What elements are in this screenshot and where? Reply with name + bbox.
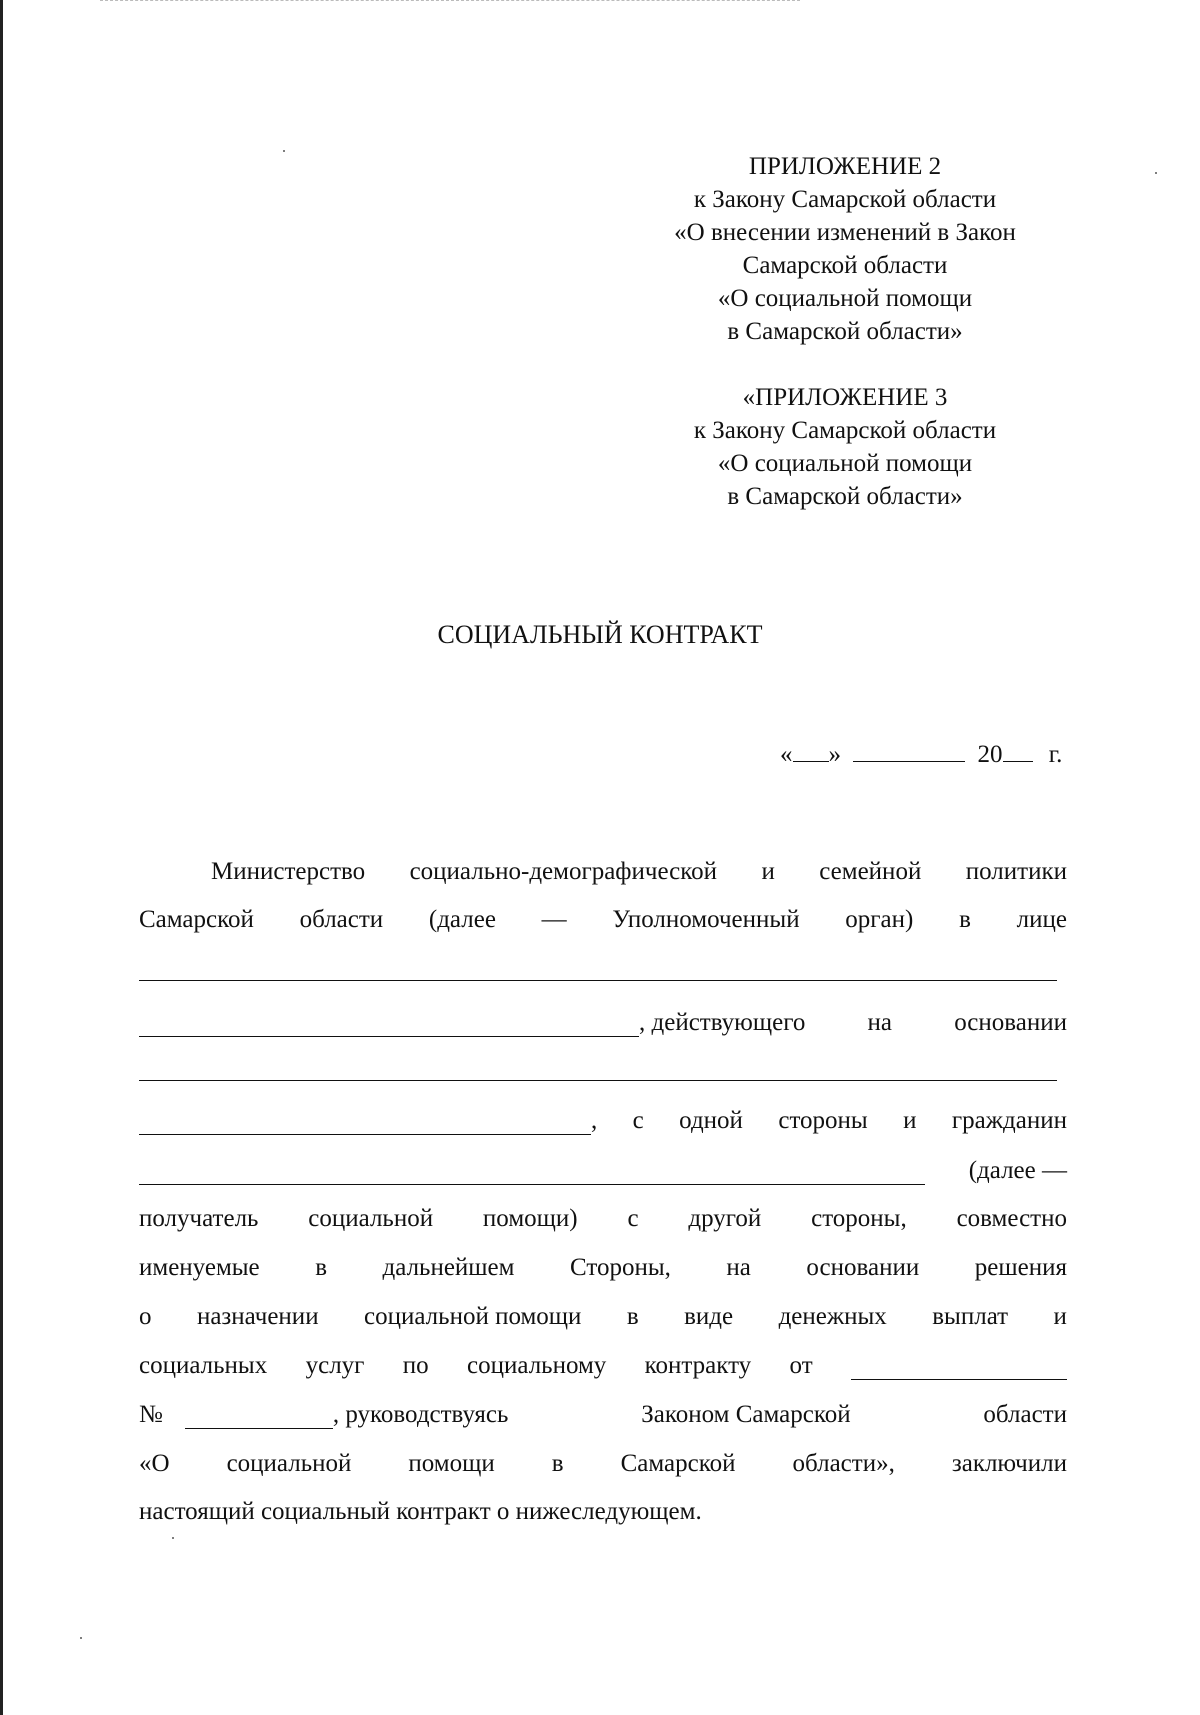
word: и: [903, 1107, 917, 1134]
word: получатель: [139, 1205, 259, 1232]
annex-line: к Закону Самарской области: [693, 417, 997, 444]
text-line: [139, 1248, 1067, 1282]
word: и: [1053, 1303, 1067, 1330]
annex-line: «О социальной помощи: [717, 285, 973, 312]
text-line: [139, 1492, 1067, 1526]
official-position-blank[interactable]: [139, 1012, 639, 1037]
word: социальному: [467, 1352, 607, 1379]
word: области: [983, 1401, 1067, 1428]
word: Самарской: [139, 906, 254, 933]
annex-line: «О внесении изменений в Закон: [674, 219, 1016, 246]
word: с: [627, 1205, 639, 1232]
word: лице: [1016, 906, 1067, 933]
word: области»,: [792, 1450, 895, 1477]
text-line: [139, 1395, 1067, 1429]
annex-line: к Закону Самарской области: [693, 186, 997, 213]
word: социально-демографической: [409, 858, 718, 885]
word: гражданин: [951, 1107, 1067, 1134]
word: выплат: [932, 1303, 1009, 1330]
scan-speck: [283, 150, 285, 152]
word: —: [541, 906, 567, 933]
word: другой: [688, 1205, 762, 1232]
annex-3-header: [590, 381, 1100, 513]
word: на: [867, 1009, 892, 1036]
word: в: [315, 1254, 327, 1281]
decision-date-blank[interactable]: [851, 1355, 1067, 1380]
date-quote-close: »: [828, 741, 841, 768]
word: помощи): [482, 1205, 578, 1232]
text-line: [211, 852, 1067, 886]
annex-line: ПРИЛОЖЕНИЕ 2: [748, 153, 942, 180]
document-title: СОЦИАЛЬНЫЙ КОНТРАКТ: [437, 620, 763, 649]
word: с: [632, 1107, 644, 1134]
word: , руководствуясь: [332, 1401, 509, 1428]
word: (далее: [428, 906, 496, 933]
word: о: [139, 1303, 152, 1330]
word: в: [551, 1450, 564, 1477]
scan-speck: [80, 1637, 82, 1639]
day-blank: [793, 739, 829, 762]
word: Уполномоченный: [612, 906, 800, 933]
citizen-name-blank[interactable]: [139, 1160, 925, 1185]
annex-line: в Самарской области»: [727, 483, 963, 510]
word: в: [959, 906, 971, 933]
authority-basis-blank[interactable]: [139, 1080, 1057, 1081]
authority-basis-blank-2[interactable]: [139, 1110, 591, 1135]
word: основании: [954, 1009, 1067, 1036]
word: Самарской: [620, 1450, 736, 1477]
word: семейной: [819, 858, 922, 885]
word: помощи: [408, 1450, 495, 1477]
text-line: [139, 900, 1067, 934]
word: социальных: [139, 1352, 268, 1379]
word: Стороны,: [570, 1254, 671, 1281]
annex-line: Самарской области: [742, 252, 948, 279]
official-name-blank[interactable]: [139, 980, 1057, 981]
text-line: [139, 1199, 1067, 1233]
word: (далее —: [968, 1157, 1067, 1184]
word: дальнейшем: [382, 1254, 515, 1281]
annex-line: «О социальной помощи: [717, 450, 973, 477]
word: стороны,: [811, 1205, 907, 1232]
text-line: [139, 1444, 1067, 1478]
date-line: [780, 739, 1062, 769]
word: по: [402, 1352, 429, 1379]
scan-top-marks: [100, 0, 800, 3]
text-line: [139, 1101, 1067, 1135]
word: одной: [679, 1107, 743, 1134]
word: услуг: [305, 1352, 365, 1379]
annex-2-header: [590, 150, 1100, 348]
word: решения: [974, 1254, 1067, 1281]
word: денежных: [778, 1303, 887, 1330]
word: социальной: [308, 1205, 434, 1232]
word: «О: [139, 1450, 170, 1477]
word: политики: [965, 858, 1067, 885]
word: орган): [845, 906, 914, 933]
text-line: [139, 1151, 1067, 1185]
year-suffix: г.: [1048, 741, 1063, 768]
word: №: [139, 1401, 163, 1428]
word: заключили: [951, 1450, 1067, 1477]
year-blank: [1003, 739, 1033, 762]
annex-line: в Самарской области»: [727, 318, 963, 345]
month-blank: [853, 739, 965, 762]
word: ,: [591, 1107, 598, 1134]
annex-line: «ПРИЛОЖЕНИЕ 3: [742, 384, 948, 411]
word: назначении: [196, 1303, 319, 1330]
word: , действующего: [639, 1009, 806, 1036]
word: в: [626, 1303, 639, 1330]
word: социальной: [226, 1450, 352, 1477]
word: Законом Самарской: [641, 1401, 851, 1428]
word: контракту: [644, 1352, 752, 1379]
text-line: [139, 1003, 1067, 1037]
word: виде: [684, 1303, 734, 1330]
text-line: [139, 1297, 1067, 1331]
word: именуемые: [139, 1254, 260, 1281]
scan-edge: [0, 0, 3, 1715]
scan-speck: [1155, 172, 1157, 174]
word: стороны: [778, 1107, 868, 1134]
word: и: [761, 858, 775, 885]
word: на: [726, 1254, 751, 1281]
scan-speck: [172, 1537, 174, 1539]
date-quote-open: «: [780, 741, 793, 768]
word: Министерство: [211, 858, 366, 885]
word: настоящий социальный контракт о нижеследующем.: [139, 1498, 702, 1525]
word: социальной помощи: [364, 1303, 582, 1330]
word: области: [299, 906, 384, 933]
word: от: [789, 1352, 813, 1379]
word: основании: [806, 1254, 920, 1281]
word: совместно: [956, 1205, 1067, 1232]
decision-number-blank[interactable]: [185, 1404, 333, 1429]
text-line: [139, 1346, 1067, 1380]
year-prefix: 20: [977, 741, 1003, 768]
